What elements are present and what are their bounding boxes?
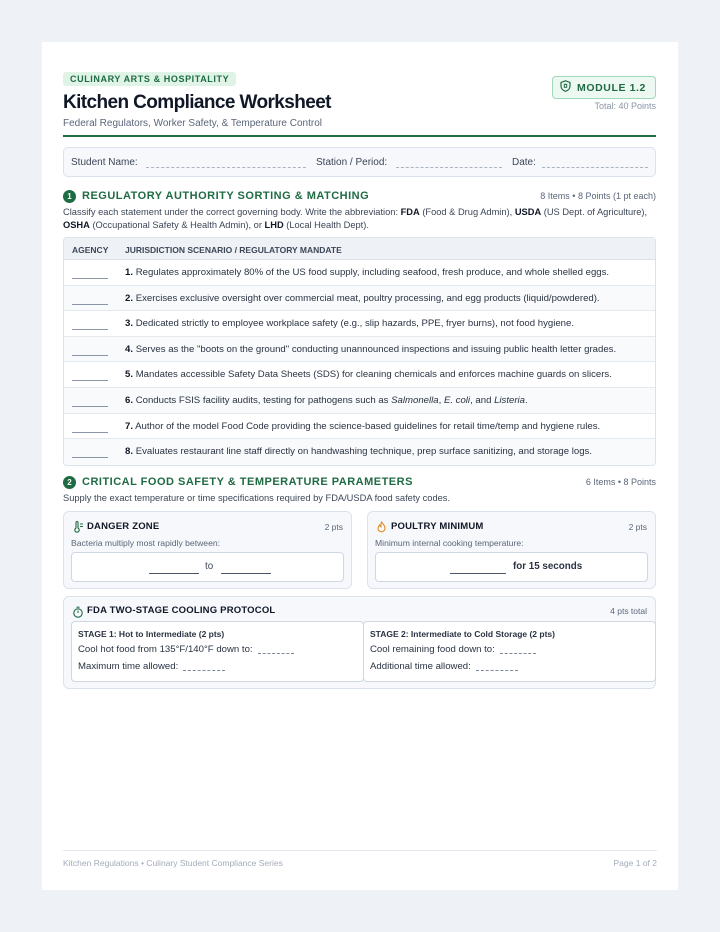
- agency-answer-field[interactable]: [72, 355, 108, 356]
- table-row: [64, 388, 655, 414]
- station-period-field[interactable]: [396, 167, 502, 168]
- stage-1-time-field[interactable]: [183, 670, 225, 671]
- danger-zone-card: [63, 511, 352, 589]
- card-points: 4 pts total: [610, 605, 647, 616]
- worksheet-page: [42, 42, 678, 890]
- card-title: FDA TWO-STAGE COOLING PROTOCOL: [87, 604, 276, 616]
- stage-title: STAGE 1: Hot to Intermediate (2 pts): [78, 628, 225, 639]
- student-name-label: Student Name:: [71, 157, 138, 168]
- student-name-field[interactable]: [146, 167, 306, 168]
- section-2-instructions: Supply the exact temperature or time specifications required by FDA/USDA food safety codes.: [63, 492, 451, 503]
- poultry-temp-field[interactable]: [450, 573, 506, 574]
- danger-zone-answer-box: [71, 552, 344, 582]
- section-number: 1: [63, 190, 76, 203]
- table-row: [64, 362, 655, 388]
- scenario-text: 5. Mandates accessible Safety Data Sheets (SDS) for cleaning chemicals and enforces machine guards on slicers.: [125, 369, 612, 381]
- section-meta: 8 Items • 8 Points (1 pt each): [540, 191, 656, 201]
- header-divider: [63, 135, 656, 137]
- agency-answer-field[interactable]: [72, 304, 108, 305]
- page-subtitle: Federal Regulators, Worker Safety, & Temperature Control: [63, 118, 323, 129]
- table-row: [64, 337, 655, 363]
- date-label: Date:: [512, 157, 536, 168]
- module-label: MODULE 1.2: [576, 81, 646, 94]
- stage-1-temp-field[interactable]: [258, 653, 294, 654]
- stage-1-temp-line: Cool hot food from 135°F/140°F down to:: [78, 644, 294, 655]
- table-row: [64, 414, 655, 440]
- table-row: [64, 439, 655, 465]
- date-field[interactable]: [542, 167, 648, 168]
- hold-time-label: for 15 seconds: [513, 560, 583, 572]
- stage-2-time-field[interactable]: [476, 670, 518, 671]
- section-number: 2: [63, 476, 76, 489]
- poultry-answer-box: [375, 552, 648, 582]
- section-1-header: [63, 189, 656, 205]
- table-header: [64, 238, 655, 260]
- scenario-text: 4. Serves as the "boots on the ground" conducting unannounced inspections and issuing public health letter grades.: [125, 343, 617, 355]
- agency-matching-table: [63, 237, 656, 466]
- scenario-column-header: JURISDICTION SCENARIO / REGULATORY MANDATE: [125, 245, 342, 255]
- section-1-instructions: Classify each statement under the correct governing body. Write the abbreviation: FDA (Food & Drug Admin), USDA (US Dept. of Agriculture), OSHA (Occupational Safety & Health Admin), or LHD (Local Health Dept).: [63, 207, 648, 230]
- stage-2-time-line: Additional time allowed:: [370, 661, 518, 672]
- table-row: [64, 286, 655, 312]
- stage-2-temp-line: Cool remaining food down to:: [370, 644, 536, 655]
- card-title: DANGER ZONE: [87, 520, 160, 532]
- agency-column-header: AGENCY: [72, 245, 109, 255]
- scenario-text: 8. Evaluates restaurant line staff directly on handwashing technique, prep surface sanitizing, and storage logs.: [125, 446, 593, 458]
- agency-answer-field[interactable]: [72, 278, 108, 279]
- scenario-text: 7. Author of the model Food Code providing the science-based guidelines for retail time/temp and hygiene rules.: [125, 420, 601, 432]
- to-label: to: [205, 560, 214, 572]
- module-badge: [552, 76, 656, 99]
- page-number: Page 1 of 2: [613, 858, 657, 868]
- danger-zone-high-field[interactable]: [221, 573, 271, 574]
- danger-zone-low-field[interactable]: [149, 573, 199, 574]
- agency-answer-field[interactable]: [72, 457, 108, 458]
- page-footer: [63, 850, 657, 868]
- stage-title: STAGE 2: Intermediate to Cold Storage (2 pts): [370, 628, 555, 639]
- table-row: [64, 311, 655, 337]
- stage-2-temp-field[interactable]: [500, 653, 536, 654]
- student-info-bar: [63, 147, 656, 177]
- section-title: CRITICAL FOOD SAFETY & TEMPERATURE PARAMETERS: [82, 475, 413, 488]
- thermometer-icon: [72, 520, 84, 538]
- agency-answer-field[interactable]: [72, 329, 108, 330]
- scenario-text: 3. Dedicated strictly to employee workplace safety (e.g., slip hazards, PPE, fryer burns), not food hygiene.: [125, 318, 575, 330]
- stage-1-box: [71, 621, 364, 682]
- page-title: Kitchen Compliance Worksheet: [63, 92, 331, 113]
- total-points: Total: 40 Points: [594, 101, 656, 111]
- station-period-label: Station / Period:: [316, 157, 388, 168]
- section-meta: 6 Items • 8 Points: [585, 476, 656, 487]
- card-prompt: Minimum internal cooking temperature:: [375, 537, 524, 548]
- scenario-text: 6. Conducts FSIS facility audits, testing for pathogens such as Salmonella, E. coli, and Listeria.: [125, 394, 528, 406]
- scenario-text: 1. Regulates approximately 80% of the US food supply, including seafood, fresh produce, and whole shelled eggs.: [125, 267, 610, 278]
- agency-answer-field[interactable]: [72, 380, 108, 381]
- table-row: [64, 260, 655, 286]
- poultry-minimum-card: [367, 511, 656, 589]
- card-points: 2 pts: [628, 521, 647, 532]
- card-title: POULTRY MINIMUM: [391, 520, 484, 532]
- stage-2-box: [363, 621, 656, 682]
- section-2-header: [63, 475, 656, 491]
- section-title: REGULATORY AUTHORITY SORTING & MATCHING: [82, 190, 370, 202]
- stage-1-time-line: Maximum time allowed:: [78, 661, 225, 672]
- scenario-text: 2. Exercises exclusive oversight over commercial meat, poultry processing, and egg products (liquid/powdered).: [125, 292, 600, 304]
- worksheet-header: [63, 69, 656, 135]
- agency-answer-field[interactable]: [72, 432, 108, 433]
- shield-icon: [560, 80, 571, 95]
- flame-icon: [376, 520, 387, 538]
- cooling-protocol-card: [63, 596, 656, 689]
- department-badge: CULINARY ARTS & HOSPITALITY: [63, 72, 236, 86]
- card-prompt: Bacteria multiply most rapidly between:: [71, 537, 221, 548]
- agency-answer-field[interactable]: [72, 406, 108, 407]
- footer-series: Kitchen Regulations • Culinary Student Compliance Series: [63, 858, 283, 868]
- card-points: 2 pts: [324, 521, 343, 532]
